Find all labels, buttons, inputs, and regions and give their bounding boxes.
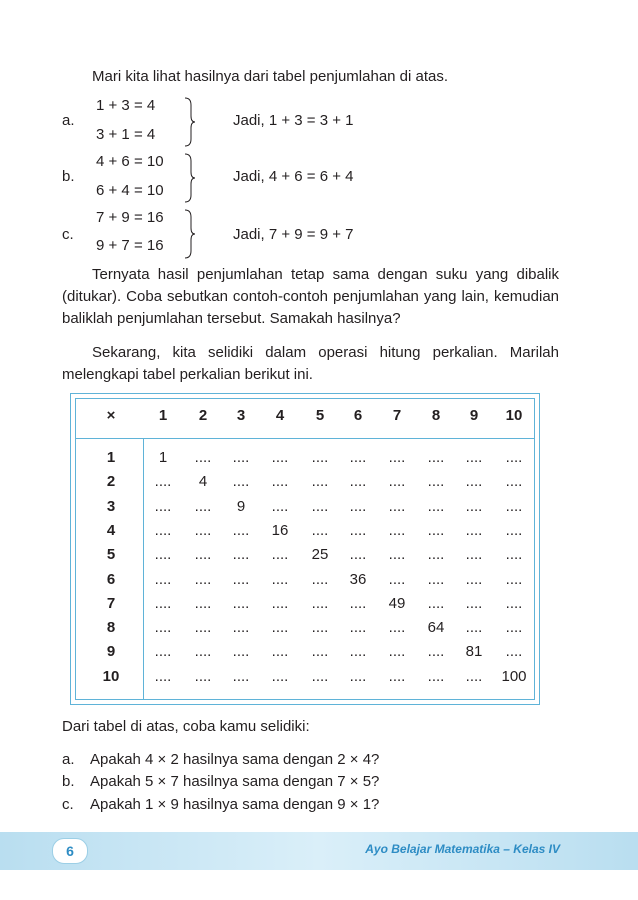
table-cell: ....	[194, 449, 212, 466]
table-cell: ....	[311, 473, 329, 490]
table-cell: ....	[465, 498, 483, 515]
table-cell: ....	[154, 595, 172, 612]
table-cell: ....	[388, 473, 406, 490]
table-cell: ....	[388, 668, 406, 685]
table-cell: ....	[427, 522, 445, 539]
table-cell: ....	[505, 522, 523, 539]
equation-line-1: 4 + 6 = 10	[96, 153, 164, 170]
table-cell: ....	[427, 571, 445, 588]
table-cell: 49	[388, 595, 406, 612]
table-cell: ....	[311, 668, 329, 685]
table-cell: ....	[311, 571, 329, 588]
table-cell: ....	[465, 668, 483, 685]
table-cell: ....	[427, 643, 445, 660]
table-cell: ....	[465, 571, 483, 588]
paragraph-text: Sekarang, kita selidiki dalam operasi hitung perkalian. Marilah melengkapi tabel perkalian berikut ini.	[62, 344, 559, 383]
table-cell: ....	[388, 643, 406, 660]
table-cell: ....	[232, 619, 250, 636]
table-cell: ....	[465, 546, 483, 563]
table-cell: ....	[505, 546, 523, 563]
table-cell: ....	[194, 643, 212, 660]
equation-line-1: 1 + 3 = 4	[96, 97, 156, 114]
table-cell: ....	[349, 473, 367, 490]
table-column-header: 2	[198, 407, 208, 424]
table-cell: ....	[232, 595, 250, 612]
table-cell: ....	[311, 595, 329, 612]
table-cell: ....	[154, 571, 172, 588]
table-cell: ....	[311, 643, 329, 660]
table-cell: ....	[388, 522, 406, 539]
table-column-header: 7	[392, 407, 402, 424]
table-cell: ....	[427, 595, 445, 612]
table-cell: ....	[271, 595, 289, 612]
table-cell: ....	[271, 498, 289, 515]
header-divider	[75, 438, 535, 439]
table-cell: ....	[154, 522, 172, 539]
table-cell: ....	[427, 449, 445, 466]
example-label: b.	[62, 168, 75, 185]
table-cell: ....	[232, 473, 250, 490]
table-cell: ....	[194, 595, 212, 612]
table-cell: ....	[271, 619, 289, 636]
equation-line-1: 7 + 9 = 16	[96, 209, 164, 226]
table-cell: ....	[154, 668, 172, 685]
table-row-header: 7	[106, 595, 116, 612]
table-cell: ....	[388, 546, 406, 563]
table-cell: ....	[232, 571, 250, 588]
table-cell: ....	[311, 498, 329, 515]
table-cell: ....	[154, 643, 172, 660]
table-cell: ....	[194, 668, 212, 685]
conclusion-text: Jadi, 4 + 6 = 6 + 4	[233, 168, 354, 185]
table-cell: ....	[271, 668, 289, 685]
conclusion-text: Jadi, 7 + 9 = 9 + 7	[233, 226, 354, 243]
table-row-header: 3	[106, 498, 116, 515]
table-cell: 100	[501, 668, 527, 685]
table-cell: ....	[427, 498, 445, 515]
table-cell: ....	[505, 571, 523, 588]
table-cell: ....	[271, 546, 289, 563]
table-cell: ....	[505, 498, 523, 515]
task-intro: Dari tabel di atas, coba kamu selidiki:	[62, 718, 310, 735]
equation-line-2: 9 + 7 = 16	[96, 237, 164, 254]
table-cell: ....	[427, 668, 445, 685]
table-cell: ....	[271, 571, 289, 588]
table-cell: ....	[194, 522, 212, 539]
table-cell: 25	[311, 546, 329, 563]
table-cell: ....	[232, 449, 250, 466]
table-cell: ....	[505, 473, 523, 490]
table-cell: ....	[194, 546, 212, 563]
table-cell: ....	[465, 595, 483, 612]
table-cell: ....	[505, 643, 523, 660]
right-brace-icon	[184, 209, 192, 259]
table-cell: ....	[465, 522, 483, 539]
right-brace-icon	[184, 153, 192, 203]
table-row-header: 4	[106, 522, 116, 539]
table-cell: 1	[158, 449, 168, 466]
table-corner-symbol: ×	[106, 407, 116, 424]
row-label-divider	[143, 438, 144, 700]
question-label: a.	[62, 751, 75, 768]
table-column-header: 3	[236, 407, 246, 424]
table-column-header: 5	[315, 407, 325, 424]
table-cell: ....	[271, 643, 289, 660]
table-cell: ....	[232, 643, 250, 660]
table-cell: ....	[194, 498, 212, 515]
example-label: a.	[62, 112, 75, 129]
table-cell: ....	[505, 619, 523, 636]
table-cell: ....	[349, 619, 367, 636]
example-label: c.	[62, 226, 74, 243]
table-cell: ....	[465, 473, 483, 490]
table-cell: ....	[194, 571, 212, 588]
table-cell: ....	[232, 546, 250, 563]
question-label: b.	[62, 773, 75, 790]
table-cell: ....	[154, 473, 172, 490]
table-cell: ....	[349, 449, 367, 466]
table-cell: 64	[427, 619, 445, 636]
table-cell: 16	[271, 522, 289, 539]
table-cell: ....	[465, 449, 483, 466]
table-cell: ....	[349, 643, 367, 660]
table-column-header: 6	[353, 407, 363, 424]
table-cell: ....	[505, 595, 523, 612]
table-cell: ....	[465, 619, 483, 636]
table-cell: ....	[388, 449, 406, 466]
paragraph-commutative-addition	[62, 264, 559, 330]
question-label: c.	[62, 796, 74, 813]
table-cell: ....	[154, 498, 172, 515]
conclusion-text: Jadi, 1 + 3 = 3 + 1	[233, 112, 354, 129]
book-title: Ayo Belajar Matematika – Kelas IV	[365, 842, 560, 856]
table-row-header: 5	[106, 546, 116, 563]
table-cell: ....	[349, 668, 367, 685]
table-cell: ....	[388, 571, 406, 588]
table-cell: ....	[505, 449, 523, 466]
table-row-header: 6	[106, 571, 116, 588]
table-cell: ....	[311, 522, 329, 539]
intro-text: Mari kita lihat hasilnya dari tabel penjumlahan di atas.	[92, 68, 449, 85]
equation-line-2: 3 + 1 = 4	[96, 126, 156, 143]
table-row-header: 1	[106, 449, 116, 466]
table-cell: ....	[427, 546, 445, 563]
table-cell: ....	[271, 473, 289, 490]
table-cell: 36	[349, 571, 367, 588]
table-cell: ....	[232, 522, 250, 539]
table-cell: ....	[388, 498, 406, 515]
table-row-header: 10	[102, 668, 120, 685]
right-brace-icon	[184, 97, 192, 147]
table-row-header: 8	[106, 619, 116, 636]
table-cell: ....	[427, 473, 445, 490]
table-cell: 9	[236, 498, 246, 515]
table-column-header: 8	[431, 407, 441, 424]
table-cell: ....	[349, 595, 367, 612]
table-cell: 4	[198, 473, 208, 490]
table-cell: ....	[349, 522, 367, 539]
table-cell: ....	[232, 668, 250, 685]
paragraph-multiplication-intro	[62, 342, 559, 386]
table-cell: ....	[311, 619, 329, 636]
table-cell: ....	[154, 546, 172, 563]
question-text: Apakah 4 × 2 hasilnya sama dengan 2 × 4?	[90, 751, 380, 768]
table-cell: ....	[311, 449, 329, 466]
equation-line-2: 6 + 4 = 10	[96, 182, 164, 199]
table-column-header: 4	[275, 407, 285, 424]
table-cell: 81	[465, 643, 483, 660]
table-cell: ....	[349, 498, 367, 515]
table-column-header: 9	[469, 407, 479, 424]
table-row-header: 2	[106, 473, 116, 490]
table-cell: ....	[388, 619, 406, 636]
question-text: Apakah 1 × 9 hasilnya sama dengan 9 × 1?	[90, 796, 380, 813]
table-column-header: 10	[505, 407, 523, 424]
table-column-header: 1	[158, 407, 168, 424]
question-text: Apakah 5 × 7 hasilnya sama dengan 7 × 5?	[90, 773, 380, 790]
table-row-header: 9	[106, 643, 116, 660]
paragraph-text: Ternyata hasil penjumlahan tetap sama dengan suku yang dibalik (ditukar). Coba sebutkan contoh-contoh penjumlahan yang lain, kemudian baliklah penjumlahan tersebut. Samakah hasilnya?	[62, 266, 559, 327]
table-cell: ....	[271, 449, 289, 466]
page-number: 6	[52, 838, 88, 864]
table-cell: ....	[194, 619, 212, 636]
table-cell: ....	[154, 619, 172, 636]
table-cell: ....	[349, 546, 367, 563]
